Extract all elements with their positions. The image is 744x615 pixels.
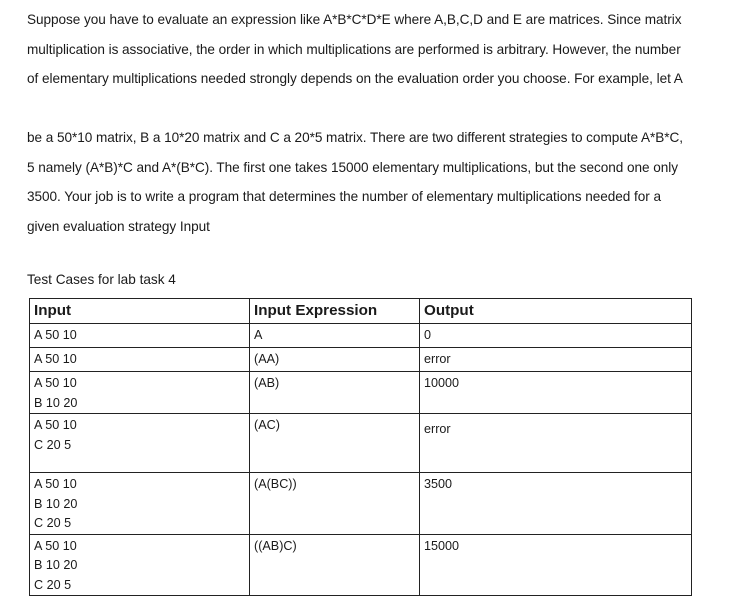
input-cell [30, 324, 250, 348]
input-line: B 10 20 [34, 558, 78, 572]
input-line: B 10 20 [34, 496, 78, 511]
paragraph-line: multiplication is associative, the order in which multiplications are performed is arbitrary. However, the number [27, 41, 681, 57]
expression-cell: (AB) [250, 372, 420, 414]
input-line: A 50 10 [34, 328, 77, 342]
input-cell [30, 473, 250, 535]
output-cell: 0 [420, 324, 692, 348]
paragraph-line: given evaluation strategy Input [27, 218, 210, 234]
output-cell [420, 414, 692, 473]
table-header-row [30, 299, 692, 324]
expression-cell: (AA) [250, 348, 420, 372]
input-line: A 50 10 [34, 352, 77, 366]
table-row [30, 414, 692, 473]
output-cell: 3500 [420, 473, 692, 535]
input-line: C 20 5 [34, 577, 72, 592]
input-cell [30, 534, 250, 596]
table-row [30, 372, 692, 414]
input-line: C 20 5 [34, 516, 72, 530]
output-cell: 10000 [420, 372, 692, 414]
input-cell [30, 372, 250, 414]
table-row [30, 348, 692, 372]
input-line: A 50 10 [34, 477, 77, 491]
input-cell [30, 414, 250, 473]
header-input: Input [30, 299, 250, 324]
table-row [30, 473, 692, 535]
input-line: C 20 5 [34, 437, 72, 452]
input-line: A 50 10 [34, 418, 77, 432]
output-cell: 15000 [420, 534, 692, 596]
problem-description-paragraph-2 [27, 123, 739, 241]
paragraph-line: Suppose you have to evaluate an expression like A*B*C*D*E where A,B,C,D and E are matrices. Since matrix [27, 12, 682, 27]
header-input-expression: Input Expression [250, 299, 420, 324]
output-value: error [424, 422, 451, 436]
header-output: Output [420, 299, 692, 324]
input-cell [30, 348, 250, 372]
test-cases-caption: Test Cases for lab task 4 [27, 272, 176, 287]
input-line: A 50 10 [34, 538, 77, 553]
input-line: A 50 10 [34, 376, 77, 390]
paragraph-line: of elementary multiplications needed strongly depends on the evaluation order you choose. For example, let A [27, 71, 683, 86]
expression-cell: (A(BC)) [250, 473, 420, 535]
problem-description-paragraph-1 [27, 5, 739, 94]
expression-cell: ((AB)C) [250, 534, 420, 596]
paragraph-line: 3500. Your job is to write a program that determines the number of elementary multiplications needed for a [27, 189, 661, 204]
paragraph-line: be a 50*10 matrix, B a 10*20 matrix and C a 20*5 matrix. There are two different strategies to compute A*B*C, [27, 130, 683, 145]
table-row [30, 534, 692, 596]
input-line: B 10 20 [34, 395, 78, 410]
paragraph-line: 5 namely (A*B)*C and A*(B*C). The first one takes 15000 elementary multiplications, but the second one only [27, 159, 679, 175]
test-cases-table [29, 298, 692, 596]
expression-cell: A [250, 324, 420, 348]
output-cell: error [420, 348, 692, 372]
expression-cell: (AC) [250, 414, 420, 473]
table-row [30, 324, 692, 348]
